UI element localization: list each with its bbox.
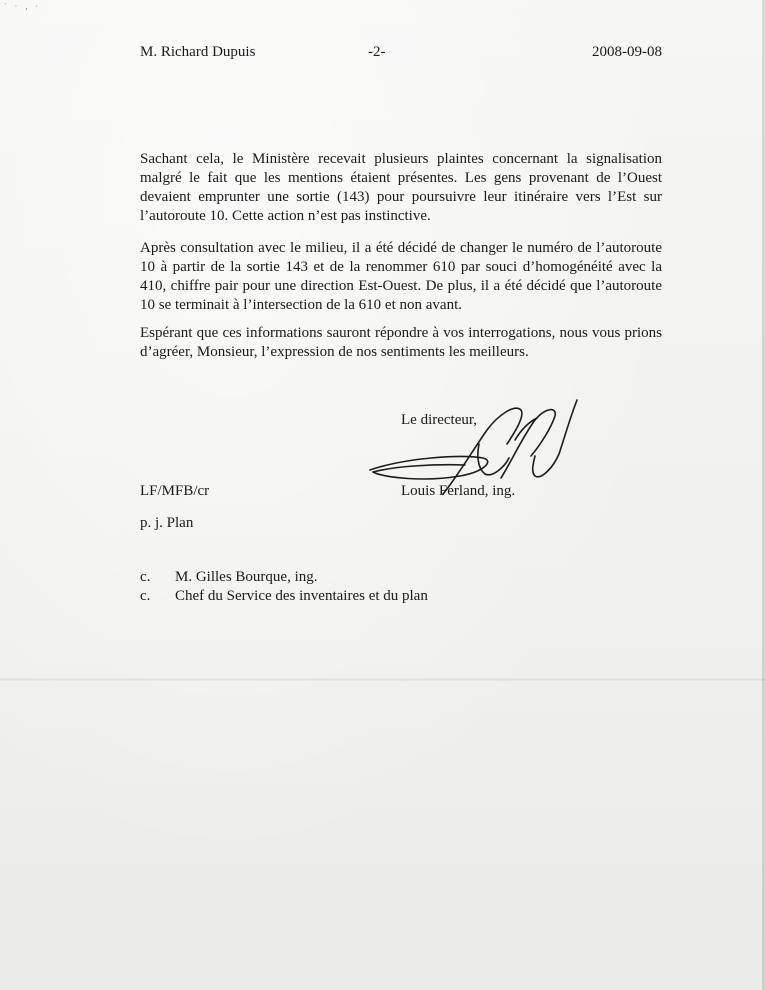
cc-title: Chef du Service des inventaires et du plan (175, 588, 428, 604)
cc-prefix: c. c. (140, 569, 151, 604)
letter-header (140, 44, 662, 64)
body-paragraph-1: Sachant cela, le Ministère recevait plusieurs plaintes concernant la signalisation malgré le fait que les mentions étaient présentes. Les gens provenant de l’Ouest devaient emprunter une sortie (143) pour poursuivre leur itinéraire vers l’Est sur l’autoroute 10. Cette action n’est pas instinctive. (140, 151, 662, 224)
reference-initials: LF/MFB/cr (140, 483, 210, 499)
paper-fold (0, 678, 765, 681)
enclosure-note: p. j. Plan (140, 515, 194, 531)
closing-title: Le directeur, (401, 412, 478, 428)
header-page-number: -2- (368, 44, 386, 60)
signer-name: Louis Ferland, ing. (401, 483, 516, 499)
body-paragraph-2: Après consultation avec le milieu, il a été décidé de changer le numéro de l’autoroute 10 à partir de la sortie 143 et de la renommer 610 par souci d’homogénéité avec la 410, chiffre pair pour une direction Est-Ouest. De plus, il a été décidé que l’autoroute 10 se terminait à l’intersection de la 610 et non avant. (140, 240, 662, 313)
body-paragraph-3: Espérant que ces informations sauront répondre à vos interrogations, nous vous prions d’agréer, Monsieur, l’expression de nos sentiments les meilleurs. (140, 325, 662, 360)
scan-artifact: ` · , · (4, 2, 41, 11)
header-recipient: M. Richard Dupuis (140, 44, 256, 60)
cc-name: M. Gilles Bourque, ing. (175, 569, 318, 585)
header-date: 2008-09-08 (592, 44, 662, 60)
